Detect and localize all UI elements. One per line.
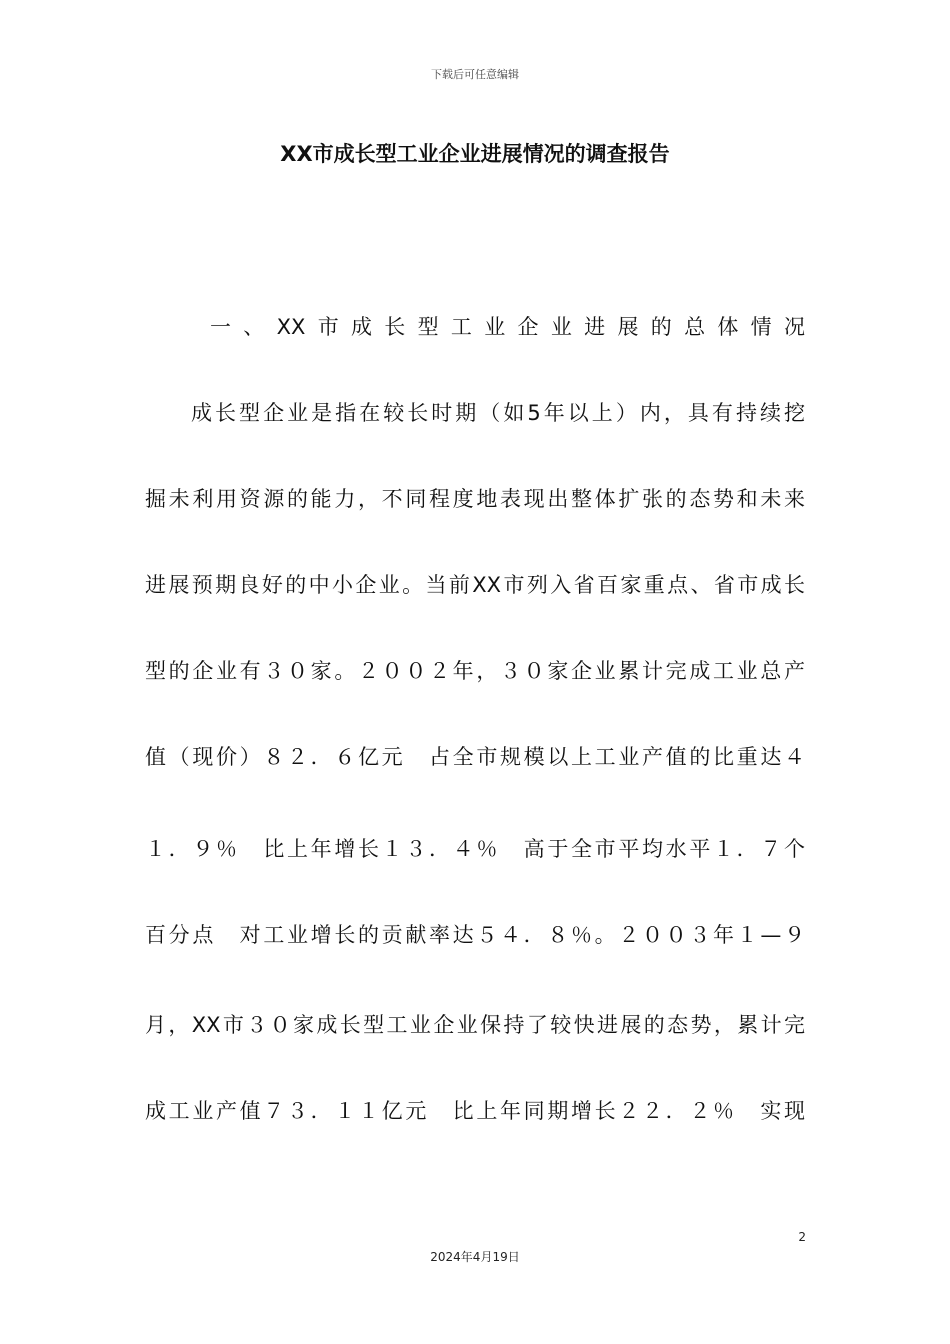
paragraph-line: 型的企业有３０家。２００２年，３０家企业累计完成工业总产 [145,659,805,683]
paragraph-line: 成工业产值７３．１１亿元 比上年同期增长２２．２％ 实现 [145,1099,805,1123]
page-number: 2 [798,1230,806,1244]
paragraph-line: 掘未利用资源的能力，不同程度地表现出整体扩张的态势和未来 [145,487,805,511]
document-title: XX市成长型工业企业进展情况的调查报告 [280,142,670,166]
footer-date: 2024年4月19日 [430,1250,520,1264]
header-note: 下载后可任意编辑 [431,68,519,81]
paragraph-line: 值（现价）８２．６亿元 占全市规模以上工业产值的比重达４ [145,745,805,769]
paragraph-line: １．９％ 比上年增长１３．４％ 高于全市平均水平１．７个 [145,837,805,861]
paragraph-line: 成长型企业是指在较长时期（如5年以上）内，具有持续挖 [191,401,805,425]
paragraph-line: 进展预期良好的中小企业。当前XX市列入省百家重点、省市成长 [145,573,805,597]
paragraph-line: 百分点 对工业增长的贡献率达５４．８％。２００３年１—９ [145,923,805,947]
paragraph-line: 月，XX市３０家成长型工业企业保持了较快进展的态势，累计完 [145,1013,805,1037]
section-heading: 一、XX市成长型工业企业进展的总体情况 [210,315,805,339]
